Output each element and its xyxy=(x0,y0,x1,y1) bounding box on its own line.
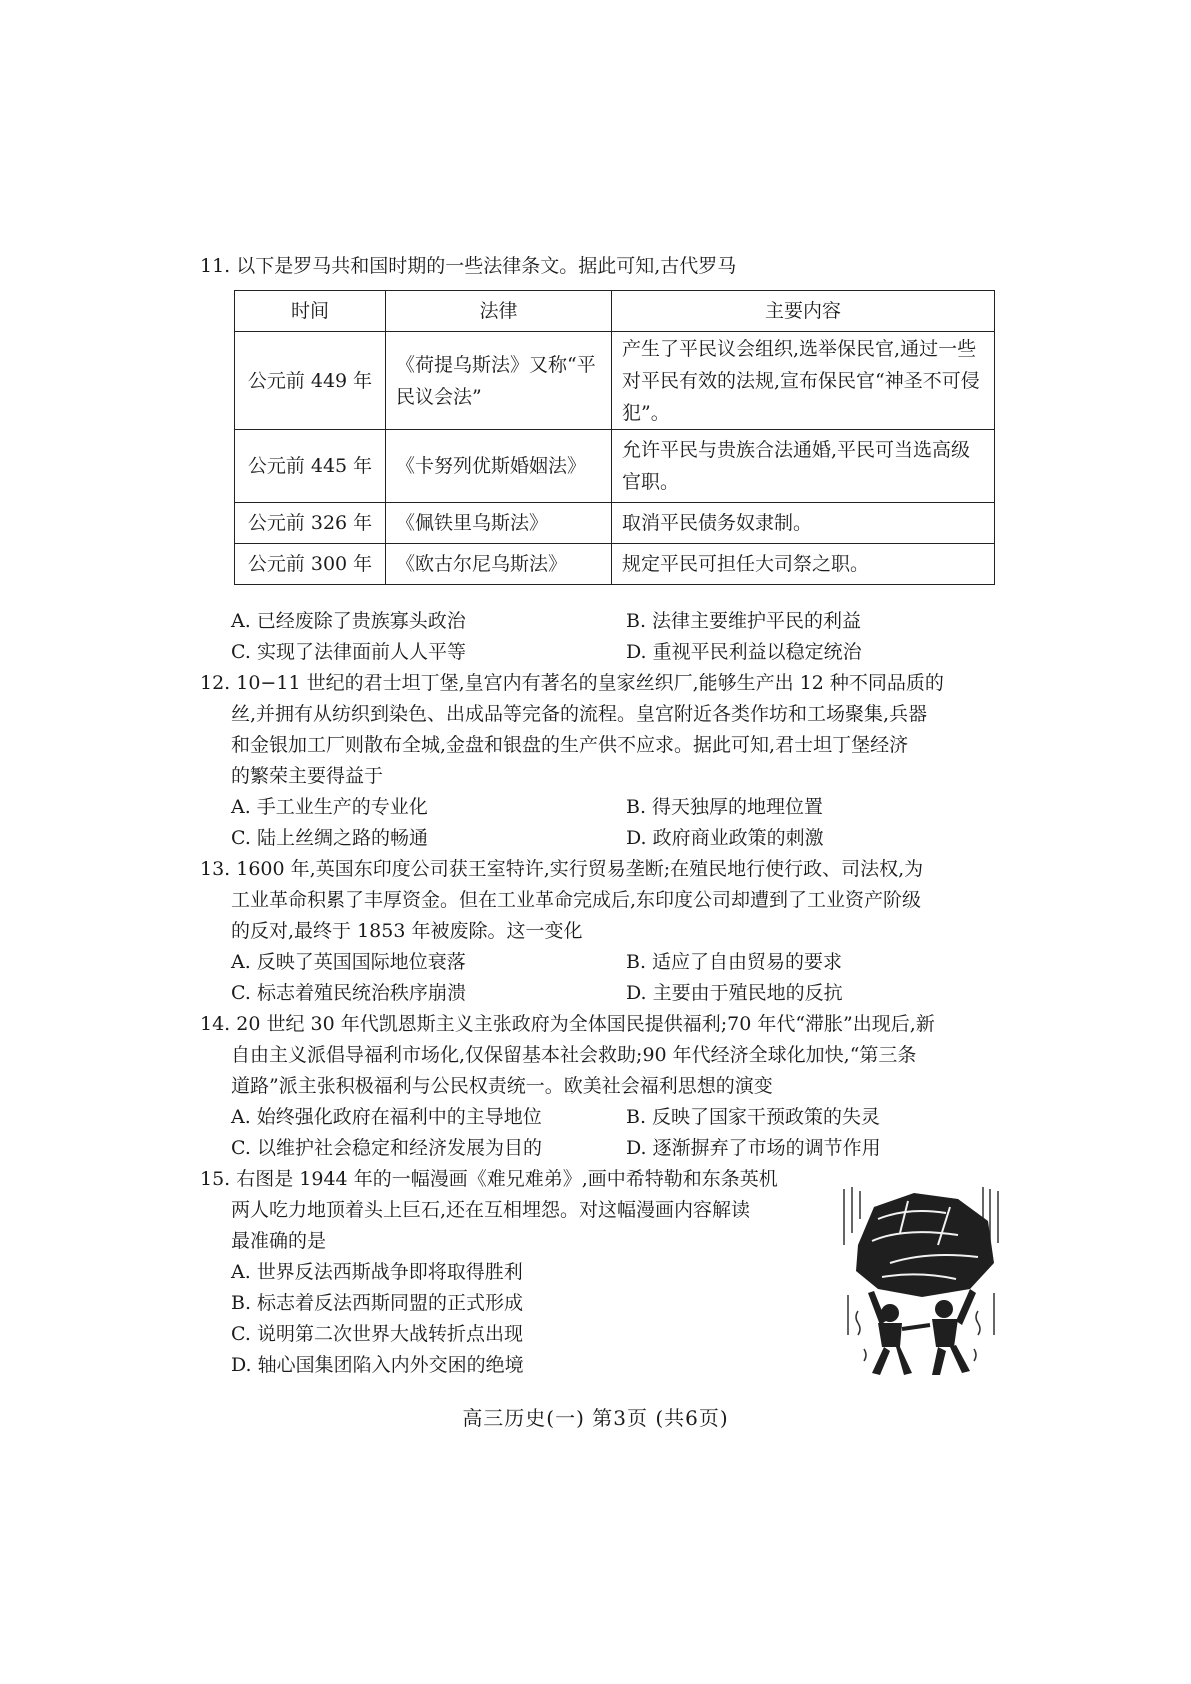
q11-option-a: A. 已经废除了贵族寡头政治 xyxy=(231,610,466,632)
q15-stem-line: 15. 右图是 1944 年的一幅漫画《难兄难弟》,画中希特勒和东条英机 xyxy=(200,1168,778,1190)
table-header-row xyxy=(235,291,995,332)
table-row xyxy=(235,332,995,430)
q11-stem: 11. 以下是罗马共和国时期的一些法律条文。据此可知,古代罗马 xyxy=(200,255,737,277)
q11-option-d: D. 重视平民利益以稳定统治 xyxy=(626,641,862,663)
table-row xyxy=(235,503,995,544)
q13-stem-line: 的反对,最终于 1853 年被废除。这一变化 xyxy=(231,920,583,942)
q11-law-table xyxy=(234,290,995,585)
q13-stem-line: 13. 1600 年,英国东印度公司获王室特许,实行贸易垄断;在殖民地行使行政、司法权,为 xyxy=(200,858,924,880)
q13-option-c: C. 标志着殖民统治秩序崩溃 xyxy=(231,982,466,1004)
table-header-content: 主要内容 xyxy=(612,291,995,332)
table-cell-law: 《佩铁里乌斯法》 xyxy=(386,503,612,544)
table-cell-time: 公元前 326 年 xyxy=(235,503,386,544)
cartoon-illustration xyxy=(838,1185,1004,1378)
q14-stem-line: 道路”派主张积极福利与公民权责统一。欧美社会福利思想的演变 xyxy=(231,1075,773,1097)
q12-stem-line: 的繁荣主要得益于 xyxy=(231,765,384,787)
q15-option-d: D. 轴心国集团陷入内外交困的绝境 xyxy=(231,1354,524,1376)
q14-option-a: A. 始终强化政府在福利中的主导地位 xyxy=(231,1106,542,1128)
q14-option-b: B. 反映了国家干预政策的失灵 xyxy=(626,1106,881,1128)
table-cell-content: 取消平民债务奴隶制。 xyxy=(612,503,995,544)
q12-option-b: B. 得天独厚的地理位置 xyxy=(626,796,824,818)
q15-option-c: C. 说明第二次世界大战转折点出现 xyxy=(231,1323,523,1345)
q13-stem-line: 工业革命积累了丰厚资金。但在工业革命完成后,东印度公司却遭到了工业资产阶级 xyxy=(231,889,922,911)
table-cell-time: 公元前 300 年 xyxy=(235,544,386,585)
q12-option-d: D. 政府商业政策的刺激 xyxy=(626,827,824,849)
q15-option-a: A. 世界反法西斯战争即将取得胜利 xyxy=(231,1261,523,1283)
table-header-time: 时间 xyxy=(235,291,386,332)
table-cell-law: 《卡努列优斯婚姻法》 xyxy=(386,430,612,503)
q13-option-a: A. 反映了英国国际地位衰落 xyxy=(231,951,466,973)
q12-option-c: C. 陆上丝绸之路的畅通 xyxy=(231,827,428,849)
q13-option-b: B. 适应了自由贸易的要求 xyxy=(626,951,843,973)
q14-option-c: C. 以维护社会稳定和经济发展为目的 xyxy=(231,1137,542,1159)
q12-option-a: A. 手工业生产的专业化 xyxy=(231,796,428,818)
table-cell-law: 《荷提乌斯法》又称“平民议会法” xyxy=(386,332,612,430)
q12-stem-line: 12. 10−11 世纪的君士坦丁堡,皇宫内有著名的皇家丝织厂,能够生产出 12 种不同品质的 xyxy=(200,672,944,694)
q11-option-b: B. 法律主要维护平民的利益 xyxy=(626,610,862,632)
q12-stem-line: 和金银加工厂则散布全城,金盘和银盘的生产供不应求。据此可知,君士坦丁堡经济 xyxy=(231,734,909,756)
q13-option-d: D. 主要由于殖民地的反抗 xyxy=(626,982,843,1004)
table-header-law: 法律 xyxy=(386,291,612,332)
table-cell-content: 允许平民与贵族合法通婚,平民可当选高级官职。 xyxy=(612,430,995,503)
q15-stem-line: 两人吃力地顶着头上巨石,还在互相埋怨。对这幅漫画内容解读 xyxy=(231,1199,751,1221)
table-cell-law: 《欧古尔尼乌斯法》 xyxy=(386,544,612,585)
table-cell-time: 公元前 449 年 xyxy=(235,332,386,430)
table-row xyxy=(235,544,995,585)
table-cell-time: 公元前 445 年 xyxy=(235,430,386,503)
q15-option-b: B. 标志着反法西斯同盟的正式形成 xyxy=(231,1292,524,1314)
q14-option-d: D. 逐渐摒弃了市场的调节作用 xyxy=(626,1137,881,1159)
q15-stem-line: 最准确的是 xyxy=(231,1230,327,1252)
q11-option-c: C. 实现了法律面前人人平等 xyxy=(231,641,466,663)
q14-stem-line: 自由主义派倡导福利市场化,仅保留基本社会救助;90 年代经济全球化加快,“第三条 xyxy=(231,1044,917,1066)
page-footer: 高三历史(一) 第3页 (共6页) xyxy=(462,1406,729,1430)
table-cell-content: 产生了平民议会组织,选举保民官,通过一些对平民有效的法规,宣布保民官“神圣不可侵犯”。 xyxy=(612,332,995,430)
table-cell-content: 规定平民可担任大司祭之职。 xyxy=(612,544,995,585)
table-row xyxy=(235,430,995,503)
q12-stem-line: 丝,并拥有从纺织到染色、出成品等完备的流程。皇宫附近各类作坊和工场聚集,兵器 xyxy=(231,703,928,725)
q14-stem-line: 14. 20 世纪 30 年代凯恩斯主义主张政府为全体国民提供福利;70 年代“滞胀”出现后,新 xyxy=(200,1013,935,1035)
